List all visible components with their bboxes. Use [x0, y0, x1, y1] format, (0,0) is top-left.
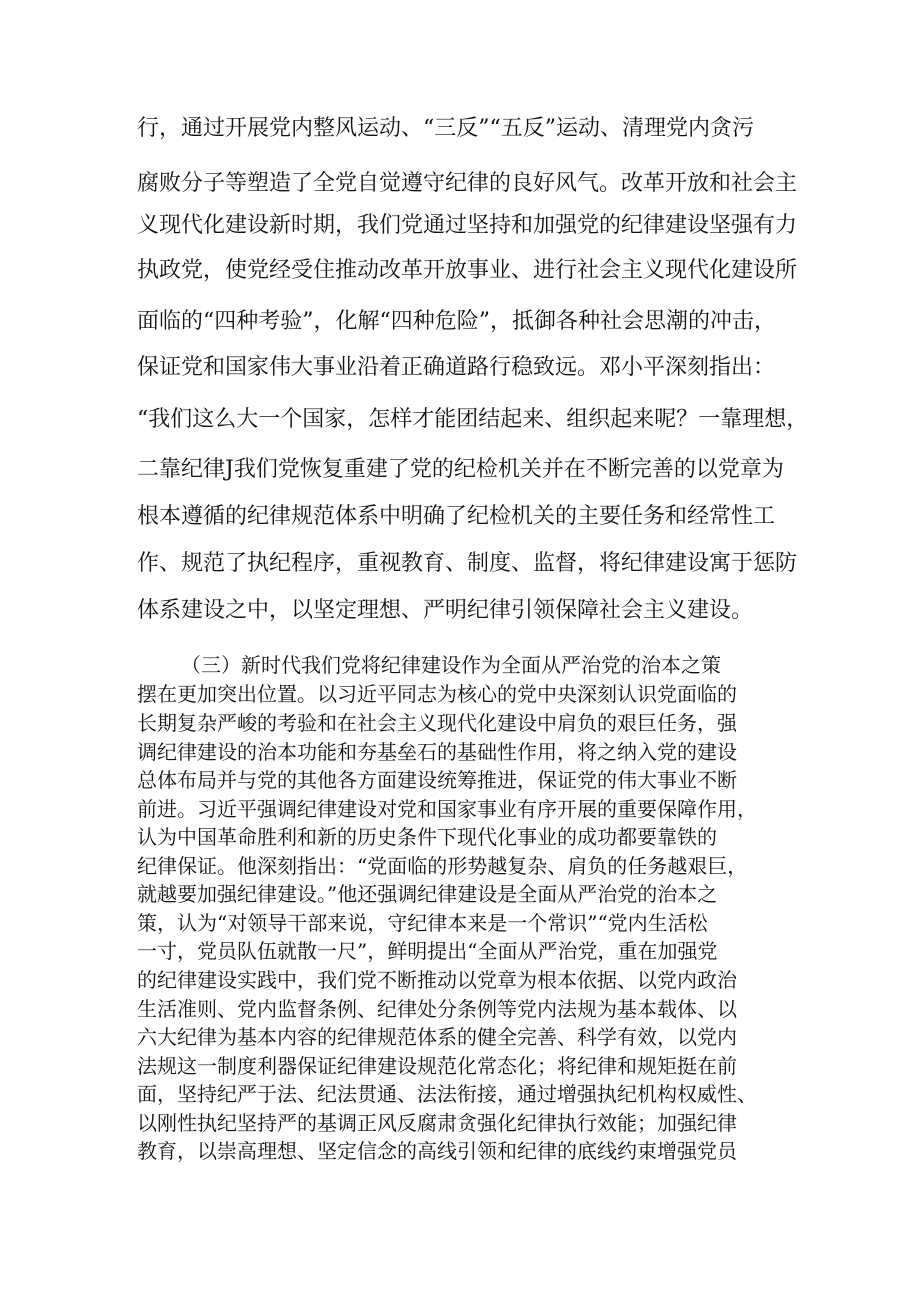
- text-line: 认为中国革命胜利和新的历史条件下现代化事业的成功都要靠铁的: [137, 825, 717, 849]
- text-line: 就越要加强纪律建设。”他还强调纪律建设是全面从严治党的治本之: [137, 882, 718, 906]
- text-line: 法规这一制度利器保证纪律建设规范化常态化；将纪律和规矩挺在前: [137, 1054, 737, 1078]
- text-line: 调纪律建设的治本功能和夯基垒石的基础性作用，将之纳入党的建设: [137, 740, 737, 764]
- text-line: 总体布局并与党的其他各方面建设统筹推进，保证党的伟大事业不断: [137, 768, 737, 792]
- text-line: 作、规范了执纪程序，重视教育、制度、监督，将纪律建设寓于惩防: [137, 551, 798, 576]
- text-line: 面临的“四种考验”，化解“四种危险”，抵御各种社会思潮的冲击，: [137, 309, 776, 334]
- text-line: 的纪律建设实践中，我们党不断推动以党章为根本依据、以党内政治: [137, 968, 737, 992]
- text-line: 二靠纪律J我们党恢复重建了党的纪检机关并在不断完善的以党章为: [137, 457, 784, 482]
- text-line: 生活准则、党内监督条例、纪律处分条例等党内法规为基本载体、以: [137, 997, 737, 1021]
- text-line: 长期复杂严峻的考验和在社会主义现代化建设中肩负的艰巨任务，强: [137, 711, 737, 735]
- text-line: 保证党和国家伟大事业沿着正确道路行稳致远。邓小平深刻指出：: [137, 355, 776, 380]
- text-line: 一寸，党员队伍就散一尺”，鲜明提出“全面从严治党，重在加强党: [137, 939, 718, 963]
- text-line: 摆在更加突出位置。以习近平同志为核心的党中央深刻认识党面临的: [137, 682, 737, 706]
- text-line: 行，通过开展党内整风运动、“三反”“五反”运动、清理党内贪污: [137, 116, 754, 141]
- text-line: 义现代化建设新时期，我们党通过坚持和加强党的纪律建设坚强有力: [137, 213, 798, 238]
- text-line: 策，认为“对领导干部来说，守纪律本来是一个常识”“党内生活松: [137, 911, 708, 935]
- text-line: 教育，以崇高理想、坚定信念的高线引领和纪律的底线约束增强党员: [137, 1139, 737, 1163]
- text-line: 根本遵循的纪律规范体系中明确了纪检机关的主要任务和经常性工: [137, 504, 776, 529]
- text-line: 腐败分子等塑造了全党自觉遵守纪律的良好风气。改革开放和社会主: [137, 171, 798, 196]
- text-line: 体系建设之中，以坚定理想、严明纪律引领保障社会主义建设。: [137, 598, 754, 623]
- text-line: 以刚性执纪坚持严的基调正风反腐肃贪强化纪律执行效能；加强纪律: [137, 1111, 737, 1135]
- text-line: 纪律保证。他深刻指出：“党面临的形势越复杂、肩负的任务越艰巨，: [137, 854, 748, 878]
- text-line: 前进。习近平强调纪律建设对党和国家事业有序开展的重要保障作用，: [137, 797, 757, 821]
- text-line: “我们这么大一个国家，怎样才能团结起来、组织起来呢？一靠理想，: [137, 407, 809, 432]
- text-line: 面，坚持纪严于法、纪法贯通、法法衔接，通过增强执纪机构权威性、: [137, 1082, 757, 1106]
- text-line: 六大纪律为基本内容的纪律规范体系的健全完善、科学有效，以党内: [137, 1025, 737, 1049]
- section-heading-line: （三）新时代我们党将纪律建设作为全面从严治党的治本之策: [181, 653, 721, 677]
- text-line: 执政党，使党经受住推动改革开放事业、进行社会主义现代化建设所: [137, 258, 798, 283]
